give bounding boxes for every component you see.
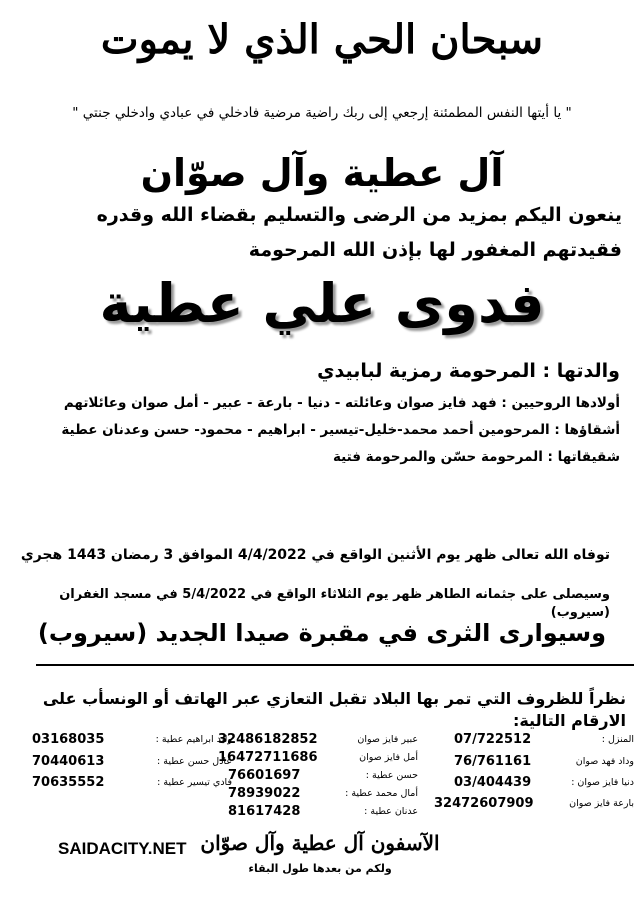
mother-line: والدتها : المرحومة رمزية لبابيدي (317, 360, 620, 382)
contact-number: 70440613 (32, 754, 105, 769)
children-line: أولادها الروحيين : فهد فايز صوان وعائلته - دنيا - بارعة - عبير - أمل صوان وعائلاتهم (63, 395, 620, 411)
contact-row (32, 752, 232, 772)
contact-number: 70635552 (32, 775, 105, 790)
contact-name: فادي تيسير عطية : (157, 777, 232, 788)
contact-name: أمل فايز صوان (359, 752, 418, 763)
condolence-notice: نظراً للظروف التي تمر بها البلاد تقبل التعازي عبر الهاتف أو الونسأب على الارقام التالية: (42, 689, 626, 730)
death-date-line: توفاه الله تعالى ظهر يوم الأثنين الواقع في 4/4/2022 الموافق 3 رمضان 1443 هجري (20, 547, 610, 563)
contact-number: 03/404439 (454, 775, 532, 790)
contact-name: عادل حسن عطية : (157, 756, 232, 767)
burial-line: وسيوارى الثرى في مقبرة صيدا الجديد (سيروب) (37, 619, 607, 647)
contact-row (32, 773, 232, 793)
mourning-line-1: ينعون اليكم بمزيد من الرضى والتسليم بقضاء الله وقدره (96, 204, 622, 226)
contact-number: 76/761161 (454, 754, 532, 769)
contact-row (218, 784, 418, 804)
quran-verse: " يا أيتها النفس المطمئنة إرجعي إلى ربك راضية مرضية فادخلي في عبادي وادخلي جنتي " (72, 105, 572, 121)
contact-number: 07/722512 (454, 732, 532, 747)
contact-number: 81617428 (228, 804, 301, 819)
sisters-line: شقيقاتها : المرحومة حسّن والمرحومة فتية (332, 449, 620, 465)
contact-name: وداد فهد صوان (575, 756, 634, 767)
contact-row (32, 730, 232, 750)
website-watermark: SAIDACITY.NET (58, 839, 187, 858)
contact-number: 32486182852 (218, 732, 318, 747)
contact-row (434, 752, 634, 772)
contact-number: 03168035 (32, 732, 105, 747)
contact-number: 16472711686 (218, 750, 318, 765)
contact-name: عبير فايز صوان (357, 734, 418, 745)
contact-name: دنيا فايز صوان : (571, 777, 634, 788)
brothers-line: أشقاؤها : المرحومين أحمد محمد-خليل-تيسير - ابراهيم - محمود- حسن وعدنان عطية (61, 422, 620, 438)
contact-name: أمال محمد عطية : (345, 788, 418, 799)
section-divider (36, 664, 634, 666)
contact-row (218, 748, 418, 768)
contact-name: المنزل : (601, 734, 634, 745)
contact-row (434, 730, 634, 750)
contact-row (434, 794, 634, 814)
closing-signature: الآسفون آل عطية وآل صوّان (200, 831, 440, 855)
header-calligraphy: سبحان الحي الذي لا يموت (100, 16, 544, 63)
contact-name: وليد ابراهيم عطية : (155, 734, 232, 745)
contact-row (218, 730, 418, 750)
contact-name: بارعة فايز صوان (569, 798, 634, 809)
contact-number: 76601697 (228, 768, 301, 783)
deceased-name: فدوى علي عطية (99, 272, 545, 335)
closing-subline: ولكم من بعدها طول البقاء (248, 862, 392, 875)
contact-row (434, 773, 634, 793)
contact-number: 32472607909 (434, 796, 534, 811)
contact-name: حسن عطية : (365, 770, 418, 781)
contact-row (218, 802, 418, 822)
contact-name: عدنان عطية : (364, 806, 418, 817)
contact-row (218, 766, 418, 786)
family-names-title: آل عطية وآل صوّان (140, 151, 504, 195)
mourning-line-2: فقيدتهم المغفور لها بإذن الله المرحومة (248, 239, 622, 261)
prayer-line: وسيصلى على جثمانه الطاهر ظهر يوم الثلاثاء الواقع في 5/4/2022 في مسجد الغفران (سيروب) (59, 587, 610, 620)
contact-number: 78939022 (228, 786, 301, 801)
